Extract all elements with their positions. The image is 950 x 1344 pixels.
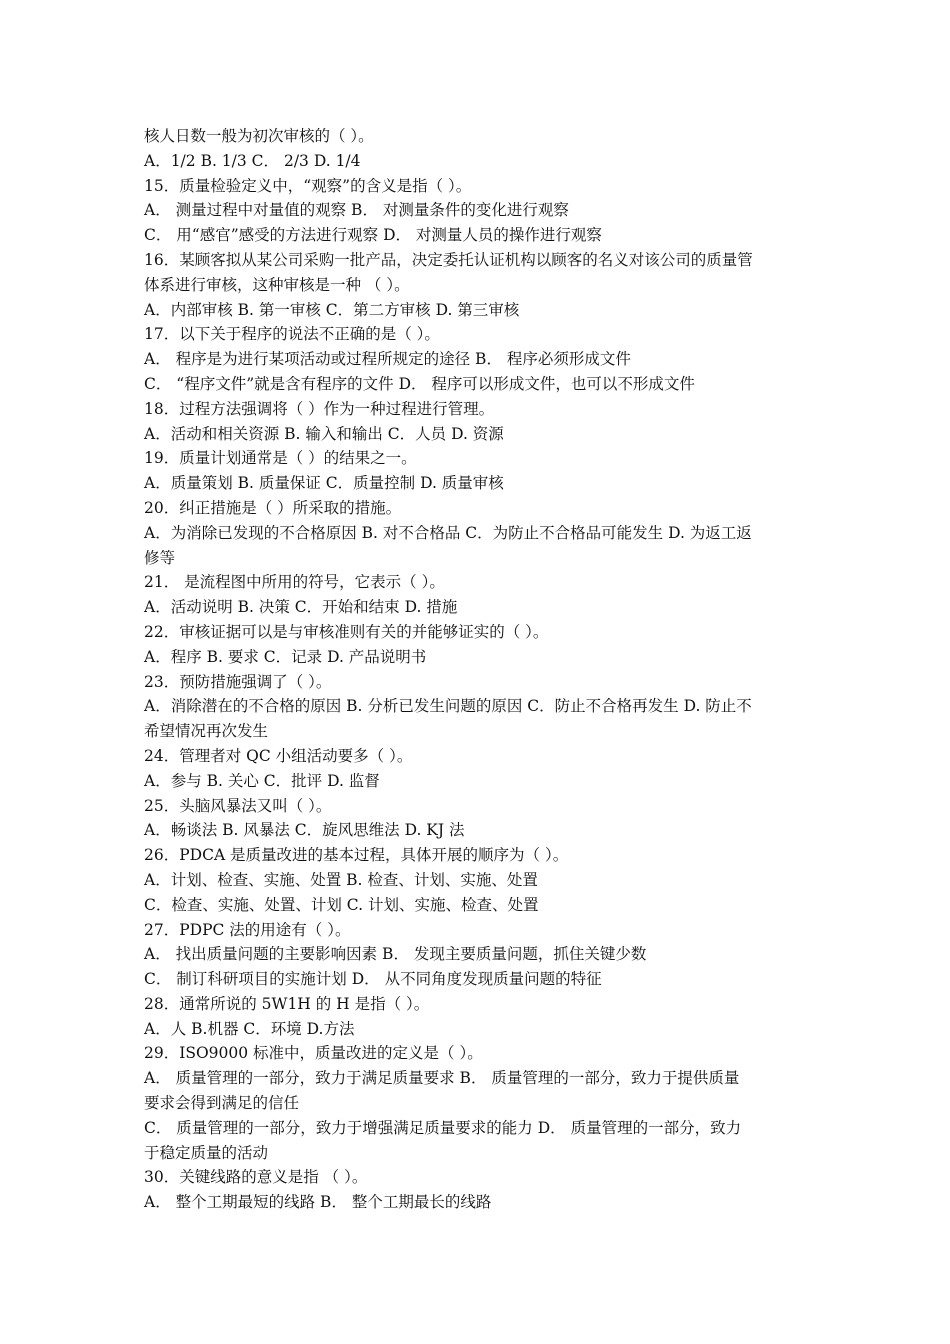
text-line: C． 用“感官”感受的方法进行观察 D． 对测量人员的操作进行观察 <box>144 226 602 245</box>
text-line: C．检查、实施、处置、计划 C. 计划、实施、检查、处置 <box>144 895 539 914</box>
text-line: 18．过程方法强调将（ ）作为一种过程进行管理。 <box>144 399 495 418</box>
text-line: 25．头脑风暴法又叫（ ）。 <box>144 796 332 815</box>
text-line: 要求会得到满足的信任 <box>144 1094 300 1113</box>
text-line: 22．审核证据可以是与审核准则有关的并能够证实的（ ）。 <box>144 622 549 641</box>
text-line: 17．以下关于程序的说法不正确的是（ ）。 <box>144 325 440 344</box>
text-line: A．畅谈法 B. 风暴法 C．旋风思维法 D. KJ 法 <box>144 821 465 840</box>
text-line: 20．纠正措施是（ ）所采取的措施。 <box>144 498 402 517</box>
text-line: A．1/2 B. 1/3 C． 2/3 D. 1/4 <box>144 151 361 170</box>
text-line: A． 整个工期最短的线路 B． 整个工期最长的线路 <box>144 1193 492 1212</box>
text-line: A．程序 B. 要求 C．记录 D. 产品说明书 <box>144 647 427 666</box>
text-line: 体系进行审核，这种审核是一种 （ ）。 <box>144 275 410 294</box>
text-line: A．人 B.机器 C．环境 D.方法 <box>144 1019 355 1038</box>
text-line: C． “程序文件”就是含有程序的文件 D． 程序可以形成文件，也可以不形成文件 <box>144 374 695 393</box>
text-line: A． 程序是为进行某项活动或过程所规定的途径 B． 程序必须形成文件 <box>144 350 631 369</box>
text-line: 24．管理者对 QC 小组活动要多（ ）。 <box>144 746 413 765</box>
text-line: 16．某顾客拟从某公司采购一批产品，决定委托认证机构以顾客的名义对该公司的质量管 <box>144 250 753 269</box>
text-line: A．参与 B. 关心 C．批评 D. 监督 <box>144 771 380 790</box>
text-line: A．消除潜在的不合格的原因 B. 分析已发生问题的原因 C．防止不合格再发生 D. 防止不 <box>144 697 752 716</box>
text-line: 于稳定质量的活动 <box>144 1143 269 1162</box>
text-line: 19．质量计划通常是（ ）的结果之一。 <box>144 449 417 468</box>
text-line: 15．质量检验定义中，“观察”的含义是指（ ）。 <box>144 176 472 195</box>
text-line: A．活动和相关资源 B. 输入和输出 C．人员 D. 资源 <box>144 424 504 443</box>
document-page <box>144 124 812 1215</box>
text-line: 希望情况再次发生 <box>144 722 269 741</box>
text-line: A． 找出质量问题的主要影响因素 B． 发现主要质量问题，抓住关键少数 <box>144 945 647 964</box>
text-line: 27．PDPC 法的用途有（ ）。 <box>144 920 351 939</box>
text-line: 29．ISO9000 标准中，质量改进的定义是（ ）。 <box>144 1044 483 1063</box>
text-line: 核人日数一般为初次审核的（ ）。 <box>144 127 374 145</box>
text-line: A． 测量过程中对量值的观察 B． 对测量条件的变化进行观察 <box>144 201 569 220</box>
text-line: A．计划、检查、实施、处置 B. 检查、计划、实施、处置 <box>144 870 538 889</box>
text-line: C． 制订科研项目的实施计划 D． 从不同角度发现质量问题的特征 <box>144 970 602 989</box>
text-line: 28．通常所说的 5W1H 的 H 是指（ ）。 <box>144 994 430 1013</box>
text-line: C． 质量管理的一部分，致力于增强满足质量要求的能力 D． 质量管理的一部分，致力 <box>144 1118 742 1137</box>
text-line: A． 质量管理的一部分，致力于满足质量要求 B． 质量管理的一部分，致力于提供质量 <box>144 1069 740 1088</box>
text-line: 修等 <box>144 548 176 567</box>
text-line: 26．PDCA 是质量改进的基本过程，具体开展的顺序为（ ）。 <box>144 846 569 865</box>
text-line: A．质量策划 B. 质量保证 C．质量控制 D. 质量审核 <box>144 474 504 493</box>
question-list <box>144 124 812 1215</box>
text-line: 30．关键线路的意义是指 （ ）。 <box>144 1168 368 1187</box>
text-line: A．内部审核 B. 第一审核 C．第二方审核 D. 第三审核 <box>144 300 520 319</box>
text-line: 21． 是流程图中所用的符号，它表示（ ）。 <box>144 573 445 592</box>
text-line: A．为消除已发现的不合格原因 B. 对不合格品 C．为防止不合格品可能发生 D. 为返工返 <box>144 523 752 542</box>
text-line: A．活动说明 B. 决策 C．开始和结束 D. 措施 <box>144 598 458 617</box>
text-line: 23．预防措施强调了（ ）。 <box>144 672 332 691</box>
